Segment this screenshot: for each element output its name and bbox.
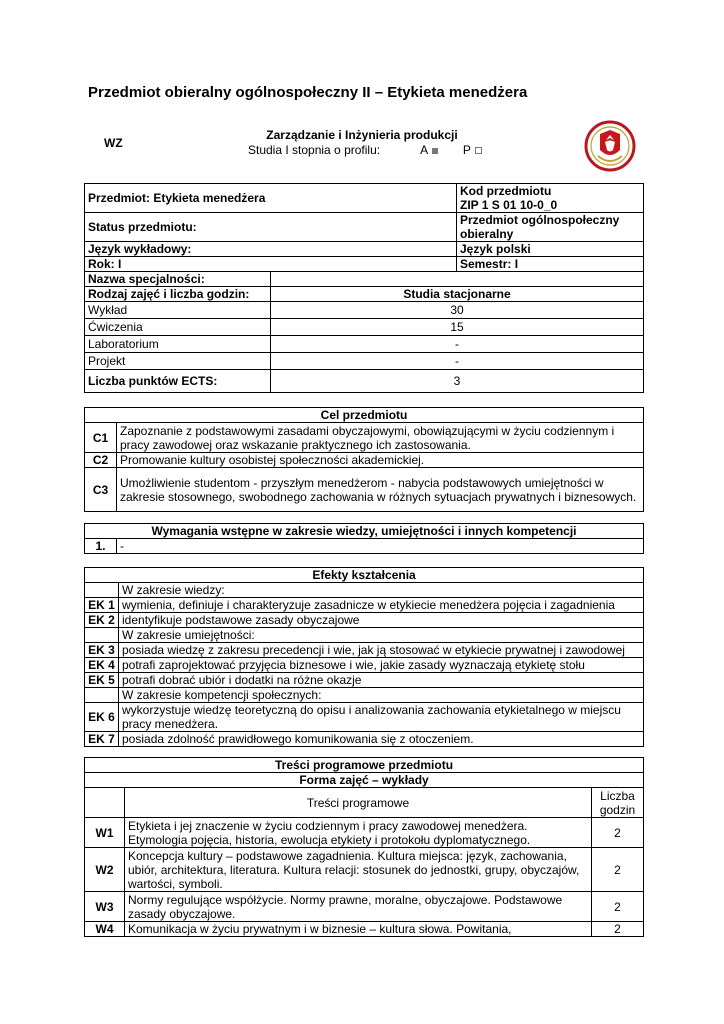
hours-exercises: 15 — [271, 319, 644, 336]
goal-id: C2 — [85, 453, 117, 468]
knowledge-section: W zakresie wiedzy: — [119, 583, 644, 598]
outcome-id: EK 5 — [85, 673, 119, 688]
outcome-id: EK 4 — [85, 658, 119, 673]
class-type-exercises: Ćwiczenia — [85, 319, 271, 336]
option-a-label: A — [420, 143, 429, 157]
content-hours: 2 — [592, 892, 644, 922]
profile-label: Studia I stopnia o profilu: — [248, 143, 381, 157]
contents-form: Forma zajęć – wykłady — [85, 773, 644, 788]
goal-text: Umożliwienie studentom - przyszłym menedżerom - nabycia podstawowych umiejętności w zakresie stosownego, swobodnego zachowania w różnych sytuacjach prywatnych i biznesowych. — [117, 468, 644, 512]
outcome-text: wykorzystuje wiedzę teoretyczną do opisu i analizowania zachowania etykietalnego w miejscu pracy menedżera. — [119, 703, 644, 732]
outcomes-header: Efekty kształcenia — [85, 568, 644, 583]
learning-outcomes-table — [84, 567, 644, 747]
outcome-text: potrafi dobrać ubiór i dodatki na różne okazje — [119, 673, 644, 688]
specialty-label: Nazwa specjalności: — [85, 272, 271, 287]
content-text: Normy regulujące współżycie. Normy prawne, moralne, obyczajowe. Podstawowe zasady obyczajowe. — [125, 892, 592, 922]
class-type-laboratory: Laboratorium — [85, 336, 271, 353]
field-of-study: Zarządzanie i Inżynieria produkcji — [266, 128, 458, 142]
skills-section: W zakresie umiejętności: — [119, 628, 644, 643]
requirements-table — [84, 523, 644, 554]
outcome-id: EK 1 — [85, 598, 119, 613]
subject-name: Przedmiot: Etykieta menedżera — [85, 184, 457, 213]
hours-laboratory: - — [271, 336, 644, 353]
requirement-text: - — [117, 539, 644, 554]
content-hours: 2 — [592, 818, 644, 848]
outcome-id: EK 2 — [85, 613, 119, 628]
goal-id: C3 — [85, 468, 117, 512]
hours-column-header: Liczba godzin — [592, 788, 644, 818]
goals-table — [84, 407, 644, 512]
class-type-project: Projekt — [85, 353, 271, 370]
outcome-text: wymienia, definiuje i charakteryzuje zasadnicze w etykiecie menedżera pojęcia i zagadnienia — [119, 598, 644, 613]
ects-label: Liczba punktów ECTS: — [85, 370, 271, 393]
checked-box-icon — [432, 148, 438, 154]
class-type-lecture: Wykład — [85, 302, 271, 319]
option-p-label: P — [462, 143, 471, 157]
goals-header: Cel przedmiotu — [85, 408, 644, 423]
requirements-header: Wymagania wstępne w zakresie wiedzy, umiejętności i innych kompetencji — [85, 524, 644, 539]
content-id: W1 — [85, 818, 125, 848]
code-value: ZIP 1 S 01 10-0_0 — [460, 198, 558, 212]
program-contents-table — [84, 757, 644, 937]
hours-project: - — [271, 353, 644, 370]
course-code-cell — [457, 184, 644, 213]
content-hours: 2 — [592, 922, 644, 937]
goal-id: C1 — [85, 423, 117, 453]
year-label: Rok: I — [85, 257, 457, 272]
profile-line — [248, 143, 482, 157]
outcome-text: posiada wiedzę z zakresu precedencji i wie, jak ją stosować w etykiecie prywatnej i zawodowej — [119, 643, 644, 658]
content-id: W3 — [85, 892, 125, 922]
outcome-id: EK 7 — [85, 732, 119, 747]
classes-label: Rodzaj zajęć i liczba godzin: — [85, 287, 271, 302]
outcome-id: EK 3 — [85, 643, 119, 658]
hours-lecture: 30 — [271, 302, 644, 319]
course-info-table — [84, 183, 644, 393]
specialty-value — [271, 272, 644, 287]
content-text: Komunikacja w życiu prywatnym i w biznesie – kultura słowa. Powitania, — [125, 922, 592, 937]
content-text: Koncepcja kultury – podstawowe zagadnienia. Kultura miejsca: język, zachowania, ubiór, architektura, literatura. Kultura relacji: stosunek do jednostki, grupy, obyczajów, wartości, symboli. — [125, 848, 592, 892]
goal-text: Zapoznanie z podstawowymi zasadami obyczajowymi, obowiązującymi w życiu codziennym i pracy zawodowej oraz wskazanie praktycznego ich zastosowania. — [117, 423, 644, 453]
goal-text: Promowanie kultury osobistej społeczności akademickiej. — [117, 453, 644, 468]
status-label: Status przedmiotu: — [85, 213, 457, 242]
document-title: Przedmiot obieralny ogólnospołeczny II – Etykieta menedżera — [88, 84, 528, 101]
language-value: Język polski — [457, 242, 644, 257]
requirement-id: 1. — [85, 539, 117, 554]
status-value: Przedmiot ogólnospołeczny obieralny — [457, 213, 644, 242]
code-label: Kod przedmiotu — [460, 184, 552, 198]
university-emblem-icon — [584, 120, 636, 172]
study-mode: Studia stacjonarne — [271, 287, 644, 302]
faculty-code: WZ — [104, 136, 123, 150]
outcome-text: posiada zdolność prawidłowego komunikowania się z otoczeniem. — [119, 732, 644, 747]
social-section: W zakresie kompetencji społecznych: — [119, 688, 644, 703]
language-label: Język wykładowy: — [85, 242, 457, 257]
content-text: Etykieta i jej znaczenie w życiu codziennym i pracy zawodowej menedżera. Etymologia pojęcia, historia, ewolucja etykiety i protokołu dyplomatycznego. — [125, 818, 592, 848]
content-id: W4 — [85, 922, 125, 937]
semester-label: Semestr: I — [457, 257, 644, 272]
content-hours: 2 — [592, 848, 644, 892]
contents-column-header: Treści programowe — [125, 788, 592, 818]
contents-header: Treści programowe przedmiotu — [85, 758, 644, 773]
outcome-text: identyfikuje podstawowe zasady obyczajowe — [119, 613, 644, 628]
ects-value: 3 — [271, 370, 644, 393]
outcome-text: potrafi zaprojektować przyjęcia biznesowe i wie, jakie zasady wyznaczają etykietę stołu — [119, 658, 644, 673]
outcome-id: EK 6 — [85, 703, 119, 732]
content-id: W2 — [85, 848, 125, 892]
unchecked-box-icon — [475, 147, 482, 154]
